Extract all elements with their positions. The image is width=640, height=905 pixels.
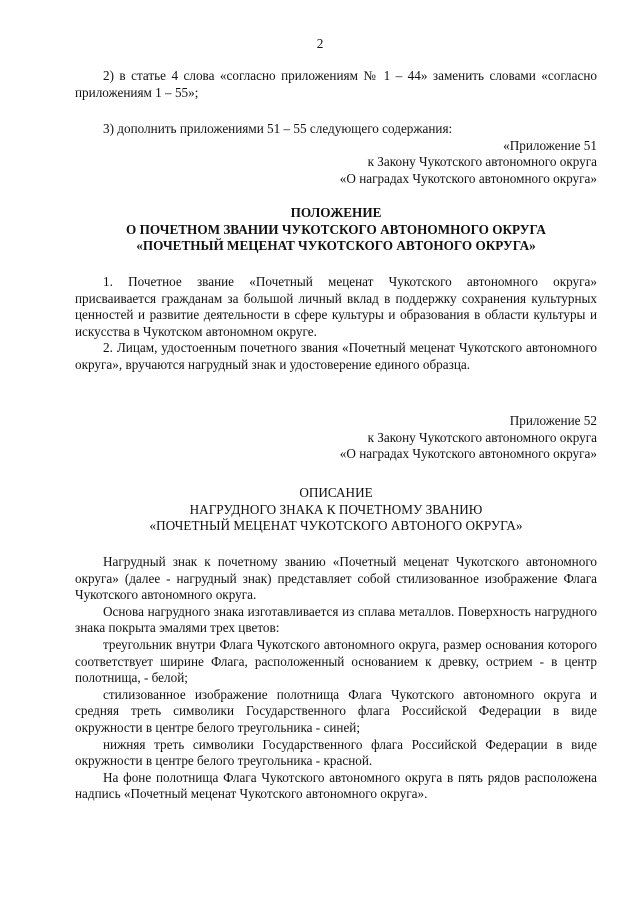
description-title-3: «ПОЧЕТНЫЙ МЕЦЕНАТ ЧУКОТСКОГО АВТОНОГО ОКРУГА» bbox=[149, 518, 523, 534]
regulation-paragraph-2: 2. Лицам, удостоенным почетного звания «Почетный меценат Чукотского автономного округа», вручаются нагрудный знак и удостоверение единого образца. bbox=[75, 340, 597, 372]
amendment-item-3-block bbox=[75, 121, 597, 187]
description-body bbox=[75, 554, 597, 803]
regulation-paragraph-1: 1. Почетное звание «Почетный меценат Чукотского автономного округа» присваивается гражданам за большой личный вклад в поддержку сохранения культурных ценностей и развитие деятельности в сфере культуры и образования в области культуры и искусства в Чукотском автономном округе. bbox=[75, 274, 597, 339]
regulation-title-3: «ПОЧЕТНЫЙ МЕЦЕНАТ ЧУКОТСКОГО АВТОНОГО ОКРУГА» bbox=[136, 238, 536, 254]
description-paragraph-5: нижняя треть символики Государственного флага Российской Федерации в виде окружности в центре белого треугольника - красной. bbox=[75, 736, 597, 769]
regulation-body bbox=[75, 274, 597, 374]
amendment-items bbox=[75, 68, 597, 101]
description-paragraph-2: Основа нагрудного знака изготавливается из сплава металлов. Поверхность нагрудного знака покрыта эмалями трех цветов: bbox=[75, 603, 597, 636]
description-title-1: ОПИСАНИЕ bbox=[299, 485, 373, 500]
description-paragraph-1: Нагрудный знак к почетному званию «Почетный меценат Чукотского автономного округа» (далее - нагрудный знак) представляет собой стилизованное изображение Флага Чукотского автономного округа. bbox=[75, 554, 597, 603]
amendment-item-3: 3) дополнить приложениями 51 – 55 следующего содержания: bbox=[103, 121, 453, 136]
description-title-2: НАГРУДНОГО ЗНАКА К ПОЧЕТНОМУ ЗВАНИЮ bbox=[189, 501, 483, 517]
appendix-52-line2: к Закону Чукотского автономного округа bbox=[367, 429, 597, 445]
description-paragraph-6: На фоне полотнища Флага Чукотского автономного округа в пять рядов расположена надпись «Почетный меценат Чукотского автономного округа». bbox=[75, 769, 597, 802]
appendix-51-line2: к Закону Чукотского автономного округа bbox=[367, 154, 597, 170]
regulation-title-1: ПОЛОЖЕНИЕ bbox=[290, 205, 382, 220]
regulation-section bbox=[75, 205, 597, 255]
appendix-51-line3: «О наградах Чукотского автономного округа» bbox=[339, 170, 597, 186]
description-paragraph-3: треугольник внутри Флага Чукотского автономного округа, размер основания которого соответствует ширине Флага, расположенный основанием к древку, острием - в центр полотнища, - белой; bbox=[75, 636, 597, 686]
appendix-52-header bbox=[75, 413, 597, 463]
appendix-51-line1: «Приложение 51 bbox=[503, 137, 597, 153]
appendix-52-line3: «О наградах Чукотского автономного округа» bbox=[339, 446, 597, 462]
regulation-title-2: О ПОЧЕТНОМ ЗВАНИИ ЧУКОТСКОГО АВТОНОМНОГО ОКРУГА bbox=[126, 221, 546, 237]
description-section bbox=[75, 485, 597, 535]
appendix-52-line1: Приложение 52 bbox=[509, 413, 597, 428]
page-number: 2 bbox=[316, 36, 324, 51]
description-paragraph-4: стилизованное изображение полотнища Флага Чукотского автономного округа и средняя треть символики Государственного флага Российской Федерации в виде окружности в центре белого треугольника - синей; bbox=[75, 686, 597, 735]
amendment-item-2: 2) в статье 4 слова «согласно приложениям № 1 – 44» заменить словами «согласно приложениям 1 – 55»; bbox=[75, 68, 597, 100]
